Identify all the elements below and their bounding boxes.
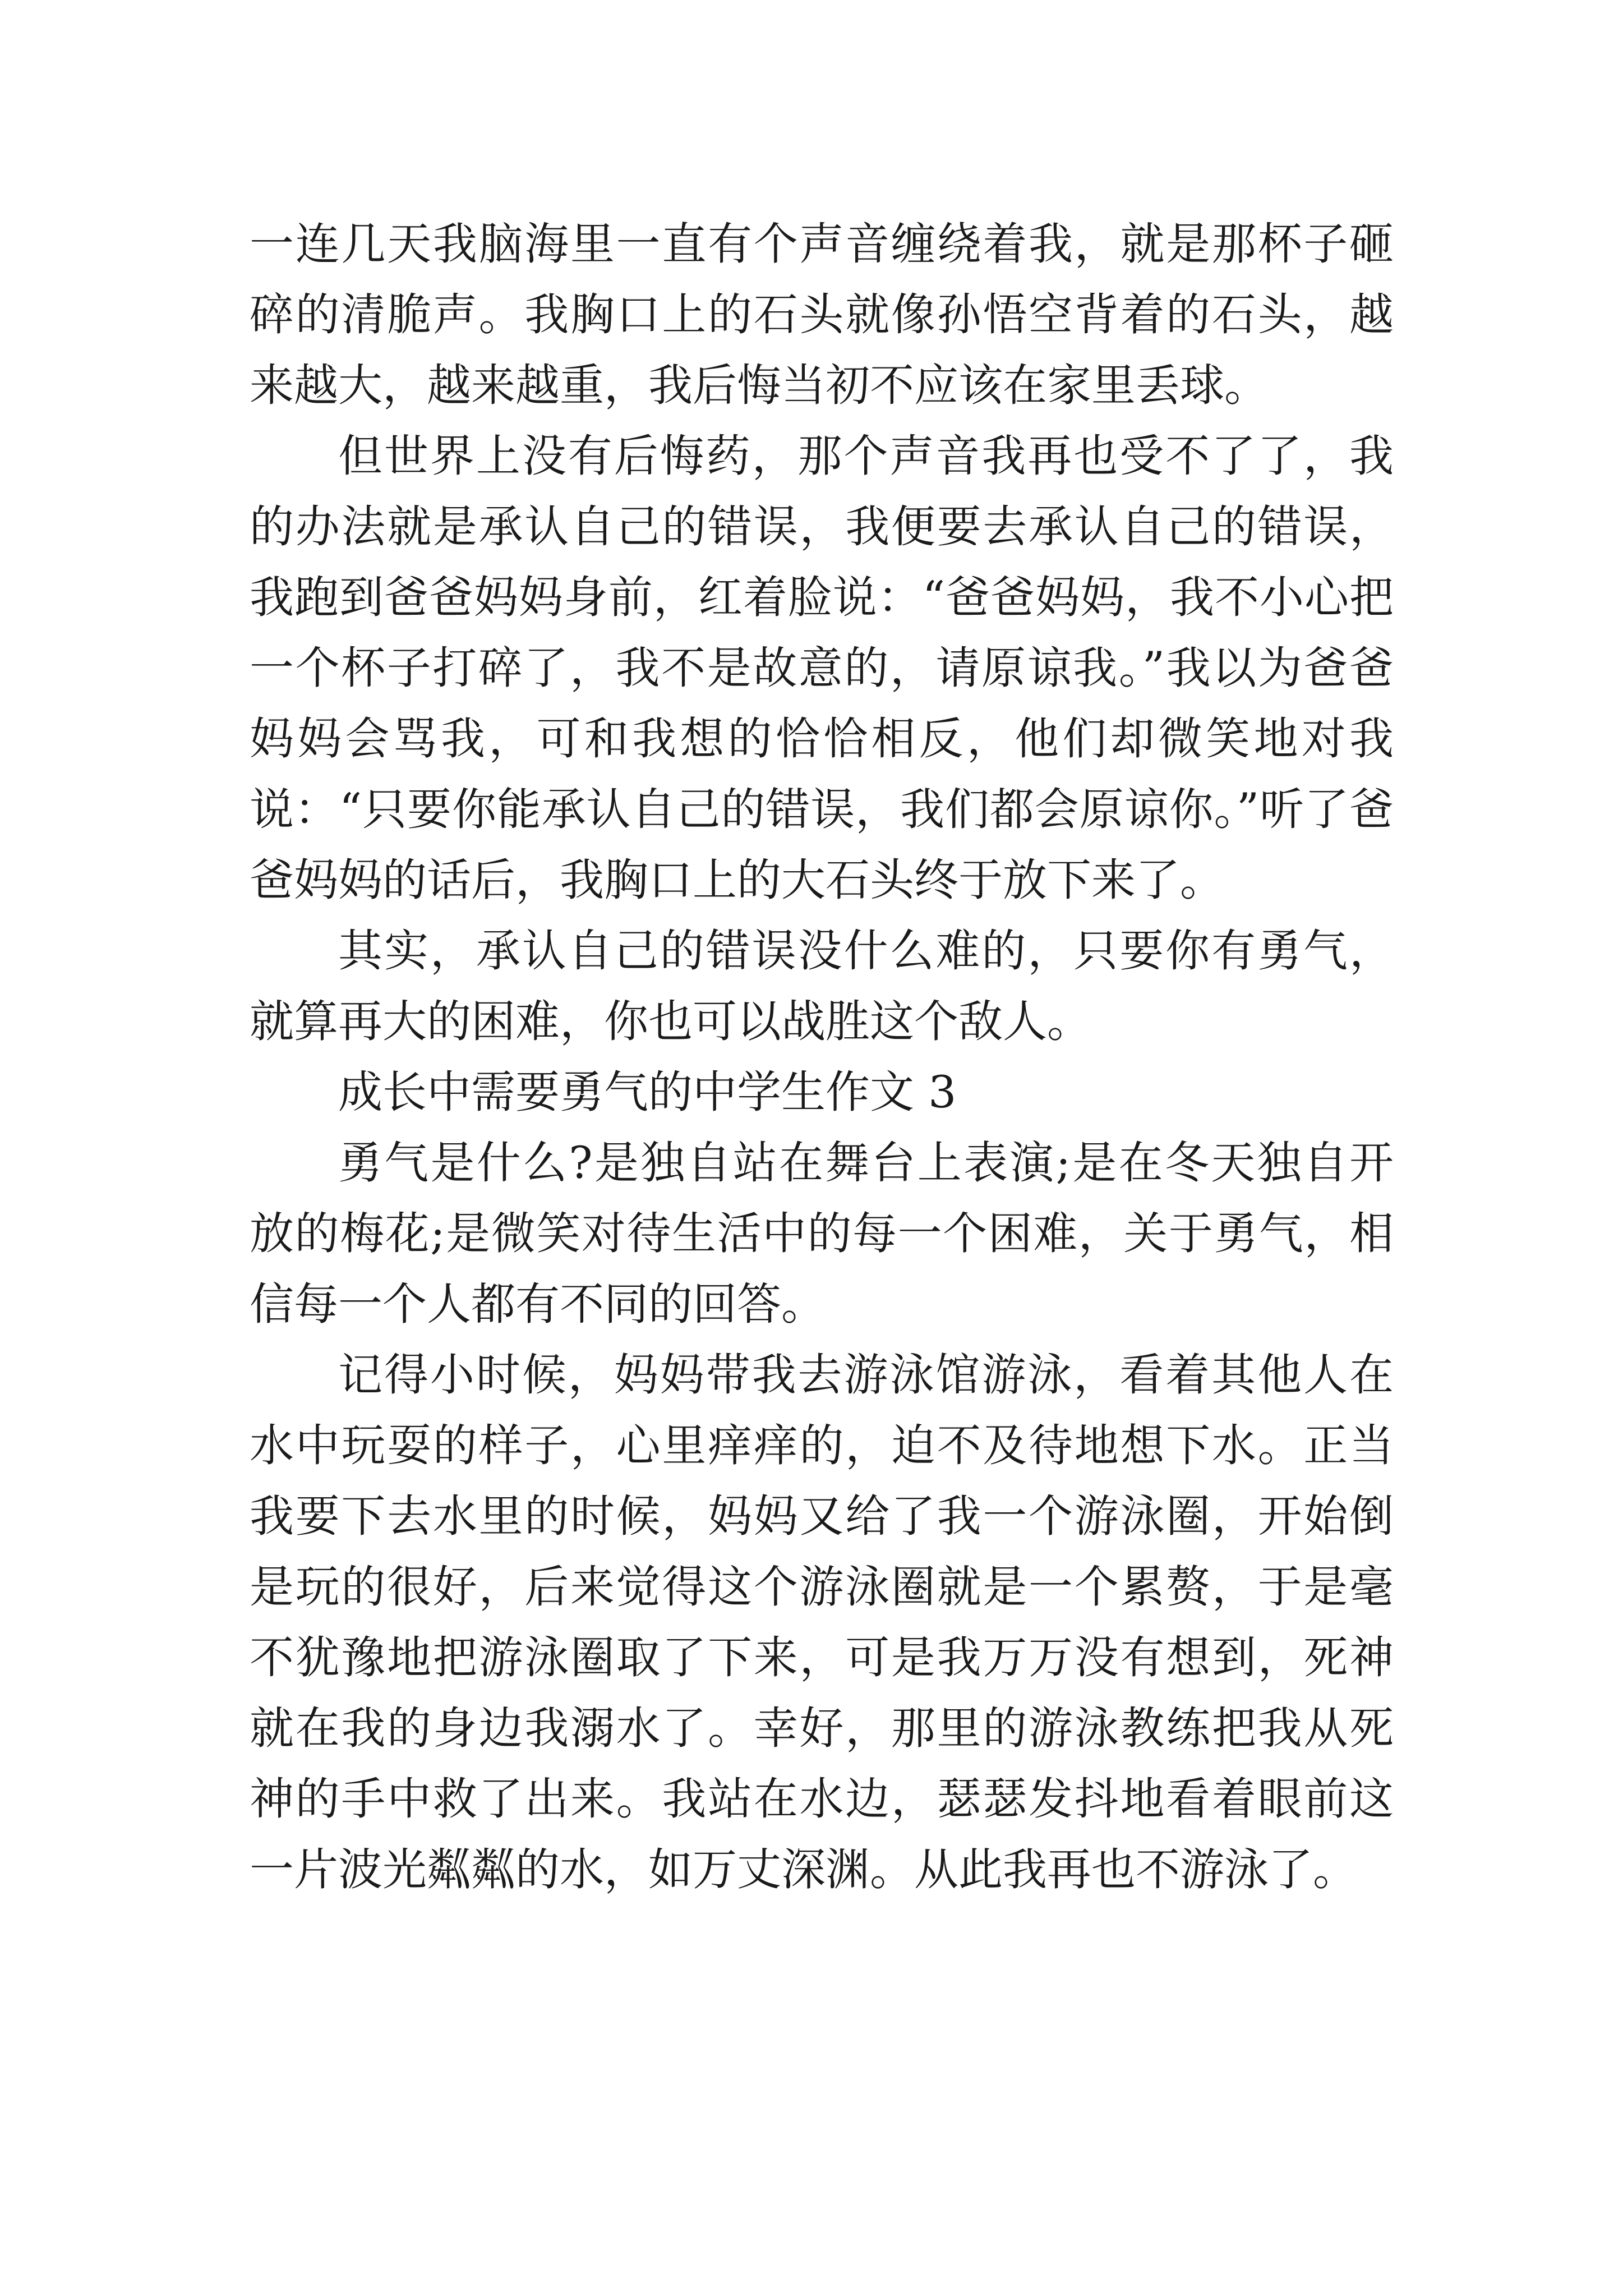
paragraph-3: 其实，承认自己的错误没什么难的，只要你有勇气，就算再大的困难，你也可以战胜这个敌人。 bbox=[250, 925, 1394, 1047]
paragraph-5: 记得小时候，妈妈带我去游泳馆游泳，看着其他人在水中玩耍的样子，心里痒痒的，迫不及待地想下水。正当我要下去水里的时候，妈妈又给了我一个游泳圈，开始倒是玩的很好，后来觉得这个游泳圈就是一个累赘，于是毫不犹豫地把游泳圈取了下来，可是我万万没有想到，死神就在我的身边我溺水了。幸好，那里的游泳教练把我从死神的手中救了出来。我站在水边，瑟瑟发抖地看着眼前这一片波光粼粼的水，如万丈深渊。从此我再也不游泳了。 bbox=[250, 1349, 1394, 1895]
paragraph-4: 勇气是什么?是独自站在舞台上表演;是在冬天独自开放的梅花;是微笑对待生活中的每一个困难，关于勇气，相信每一个人都有不同的回答。 bbox=[250, 1137, 1394, 1330]
section-heading: 成长中需要勇气的中学生作文 3 bbox=[338, 1066, 957, 1118]
paragraph-2: 但世界上没有后悔药，那个声音我再也受不了了，我的办法就是承认自己的错误，我便要去承认自己的错误，我跑到爸爸妈妈身前，红着脸说：“爸爸妈妈，我不小心把一个杯子打碎了，我不是故意的，请原谅我。”我以为爸爸妈妈会骂我，可和我想的恰恰相反，他们却微笑地对我说：“只要你能承认自己的错误，我们都会原谅你。”听了爸爸妈妈的话后，我胸口上的大石头终于放下来了。 bbox=[250, 430, 1394, 906]
paragraph-1: 一连几天我脑海里一直有个声音缠绕着我，就是那杯子砸碎的清脆声。我胸口上的石头就像孙悟空背着的石头，越来越大，越来越重，我后悔当初不应该在家里丢球。 bbox=[250, 218, 1394, 411]
document-body bbox=[250, 209, 1394, 1905]
